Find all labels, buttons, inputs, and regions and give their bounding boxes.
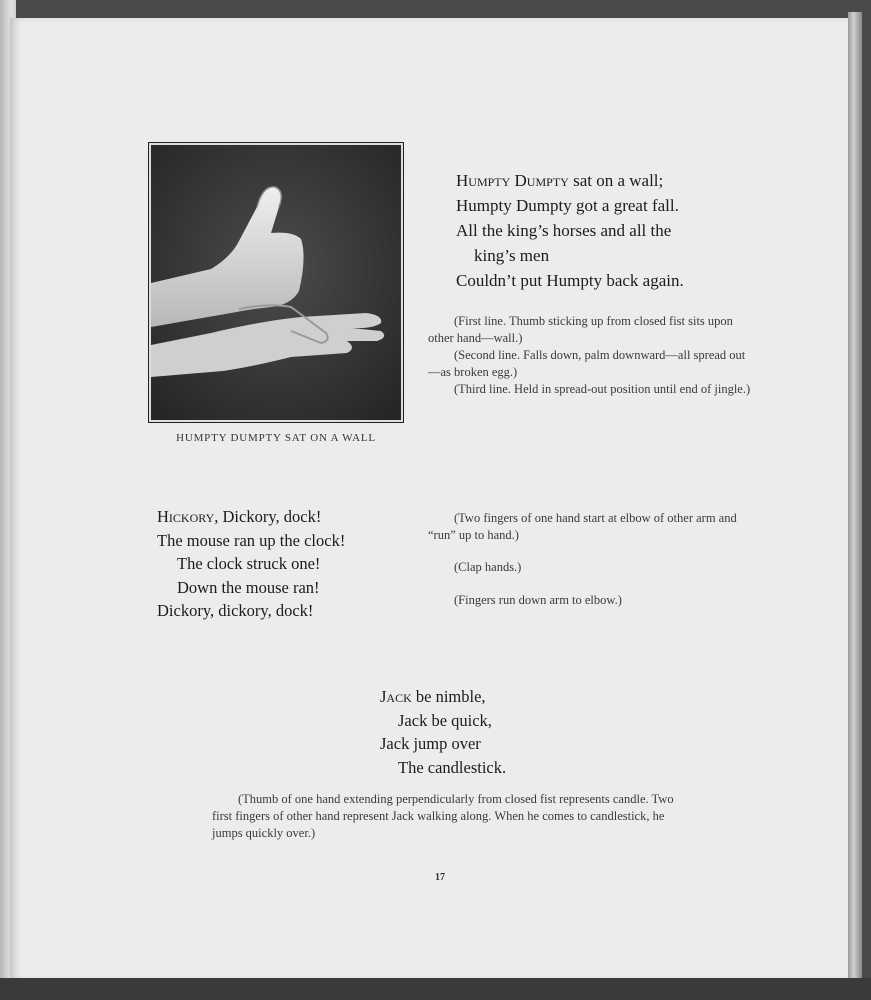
humpty-dumpty-instructions <box>428 313 756 398</box>
instruction-note: (Fingers run down arm to elbow.) <box>454 593 622 607</box>
verse-line <box>380 685 506 709</box>
verse-line-rest: , Dickory, dock! <box>214 507 322 526</box>
verse-line: Dickory, dickory, dock! <box>157 601 314 620</box>
book-edge-right <box>848 12 862 990</box>
verse-line-rest: be nimble, <box>411 687 486 706</box>
humpty-dumpty-verse <box>456 168 684 293</box>
jack-be-nimble-verse <box>380 685 506 779</box>
verse-line: Jack jump over <box>380 734 481 753</box>
verse-line: king’s men <box>474 246 550 265</box>
verse-line <box>157 505 345 529</box>
verse-title-caps: Jack <box>380 687 412 706</box>
verse-line: The clock struck one! <box>177 554 321 573</box>
verse-title-caps: Hickory <box>157 507 215 526</box>
instruction-note: (Thumb of one hand extending perpendicularly from closed fist represents candle. Two first fingers of other hand represent Jack walking along. When he comes to candlestick, he jumps quickly over.) <box>212 792 674 840</box>
instruction-note: (Clap hands.) <box>454 560 522 574</box>
verse-title-caps: Humpty Dumpty <box>456 171 569 190</box>
page-number: 17 <box>435 872 445 883</box>
instruction-note: (Second line. Falls down, palm downward—all spread out—as broken egg.) <box>428 348 746 379</box>
verse-line: Humpty Dumpty got a great fall. <box>456 196 679 215</box>
verse-line-rest: sat on a wall; <box>568 171 664 190</box>
photo-caption: HUMPTY DUMPTY SAT ON A WALL <box>176 432 376 444</box>
verse-line: All the king’s horses and all the <box>456 221 672 240</box>
instruction-note: (Two fingers of one hand start at elbow of other arm and “run” up to hand.) <box>428 511 737 542</box>
verse-line: Down the mouse ran! <box>177 577 320 597</box>
jack-be-nimble-instructions <box>212 791 682 842</box>
instruction-note: (Third line. Held in spread-out position until end of jingle.) <box>454 382 751 396</box>
hand-gesture-photo <box>148 142 404 423</box>
verse-line: The candlestick. <box>398 757 507 777</box>
instruction-note: (First line. Thumb sticking up from closed fist sits upon other hand—wall.) <box>428 314 733 345</box>
verse-line: Jack be quick, <box>398 710 492 730</box>
verse-line: Couldn’t put Humpty back again. <box>456 271 684 290</box>
hickory-dickory-verse <box>157 505 345 623</box>
verse-line: The mouse ran up the clock! <box>157 530 346 550</box>
verse-line <box>456 168 684 193</box>
hands-illustration <box>151 145 401 420</box>
hickory-dickory-instructions <box>428 510 756 609</box>
bottom-shadow <box>0 978 871 1000</box>
